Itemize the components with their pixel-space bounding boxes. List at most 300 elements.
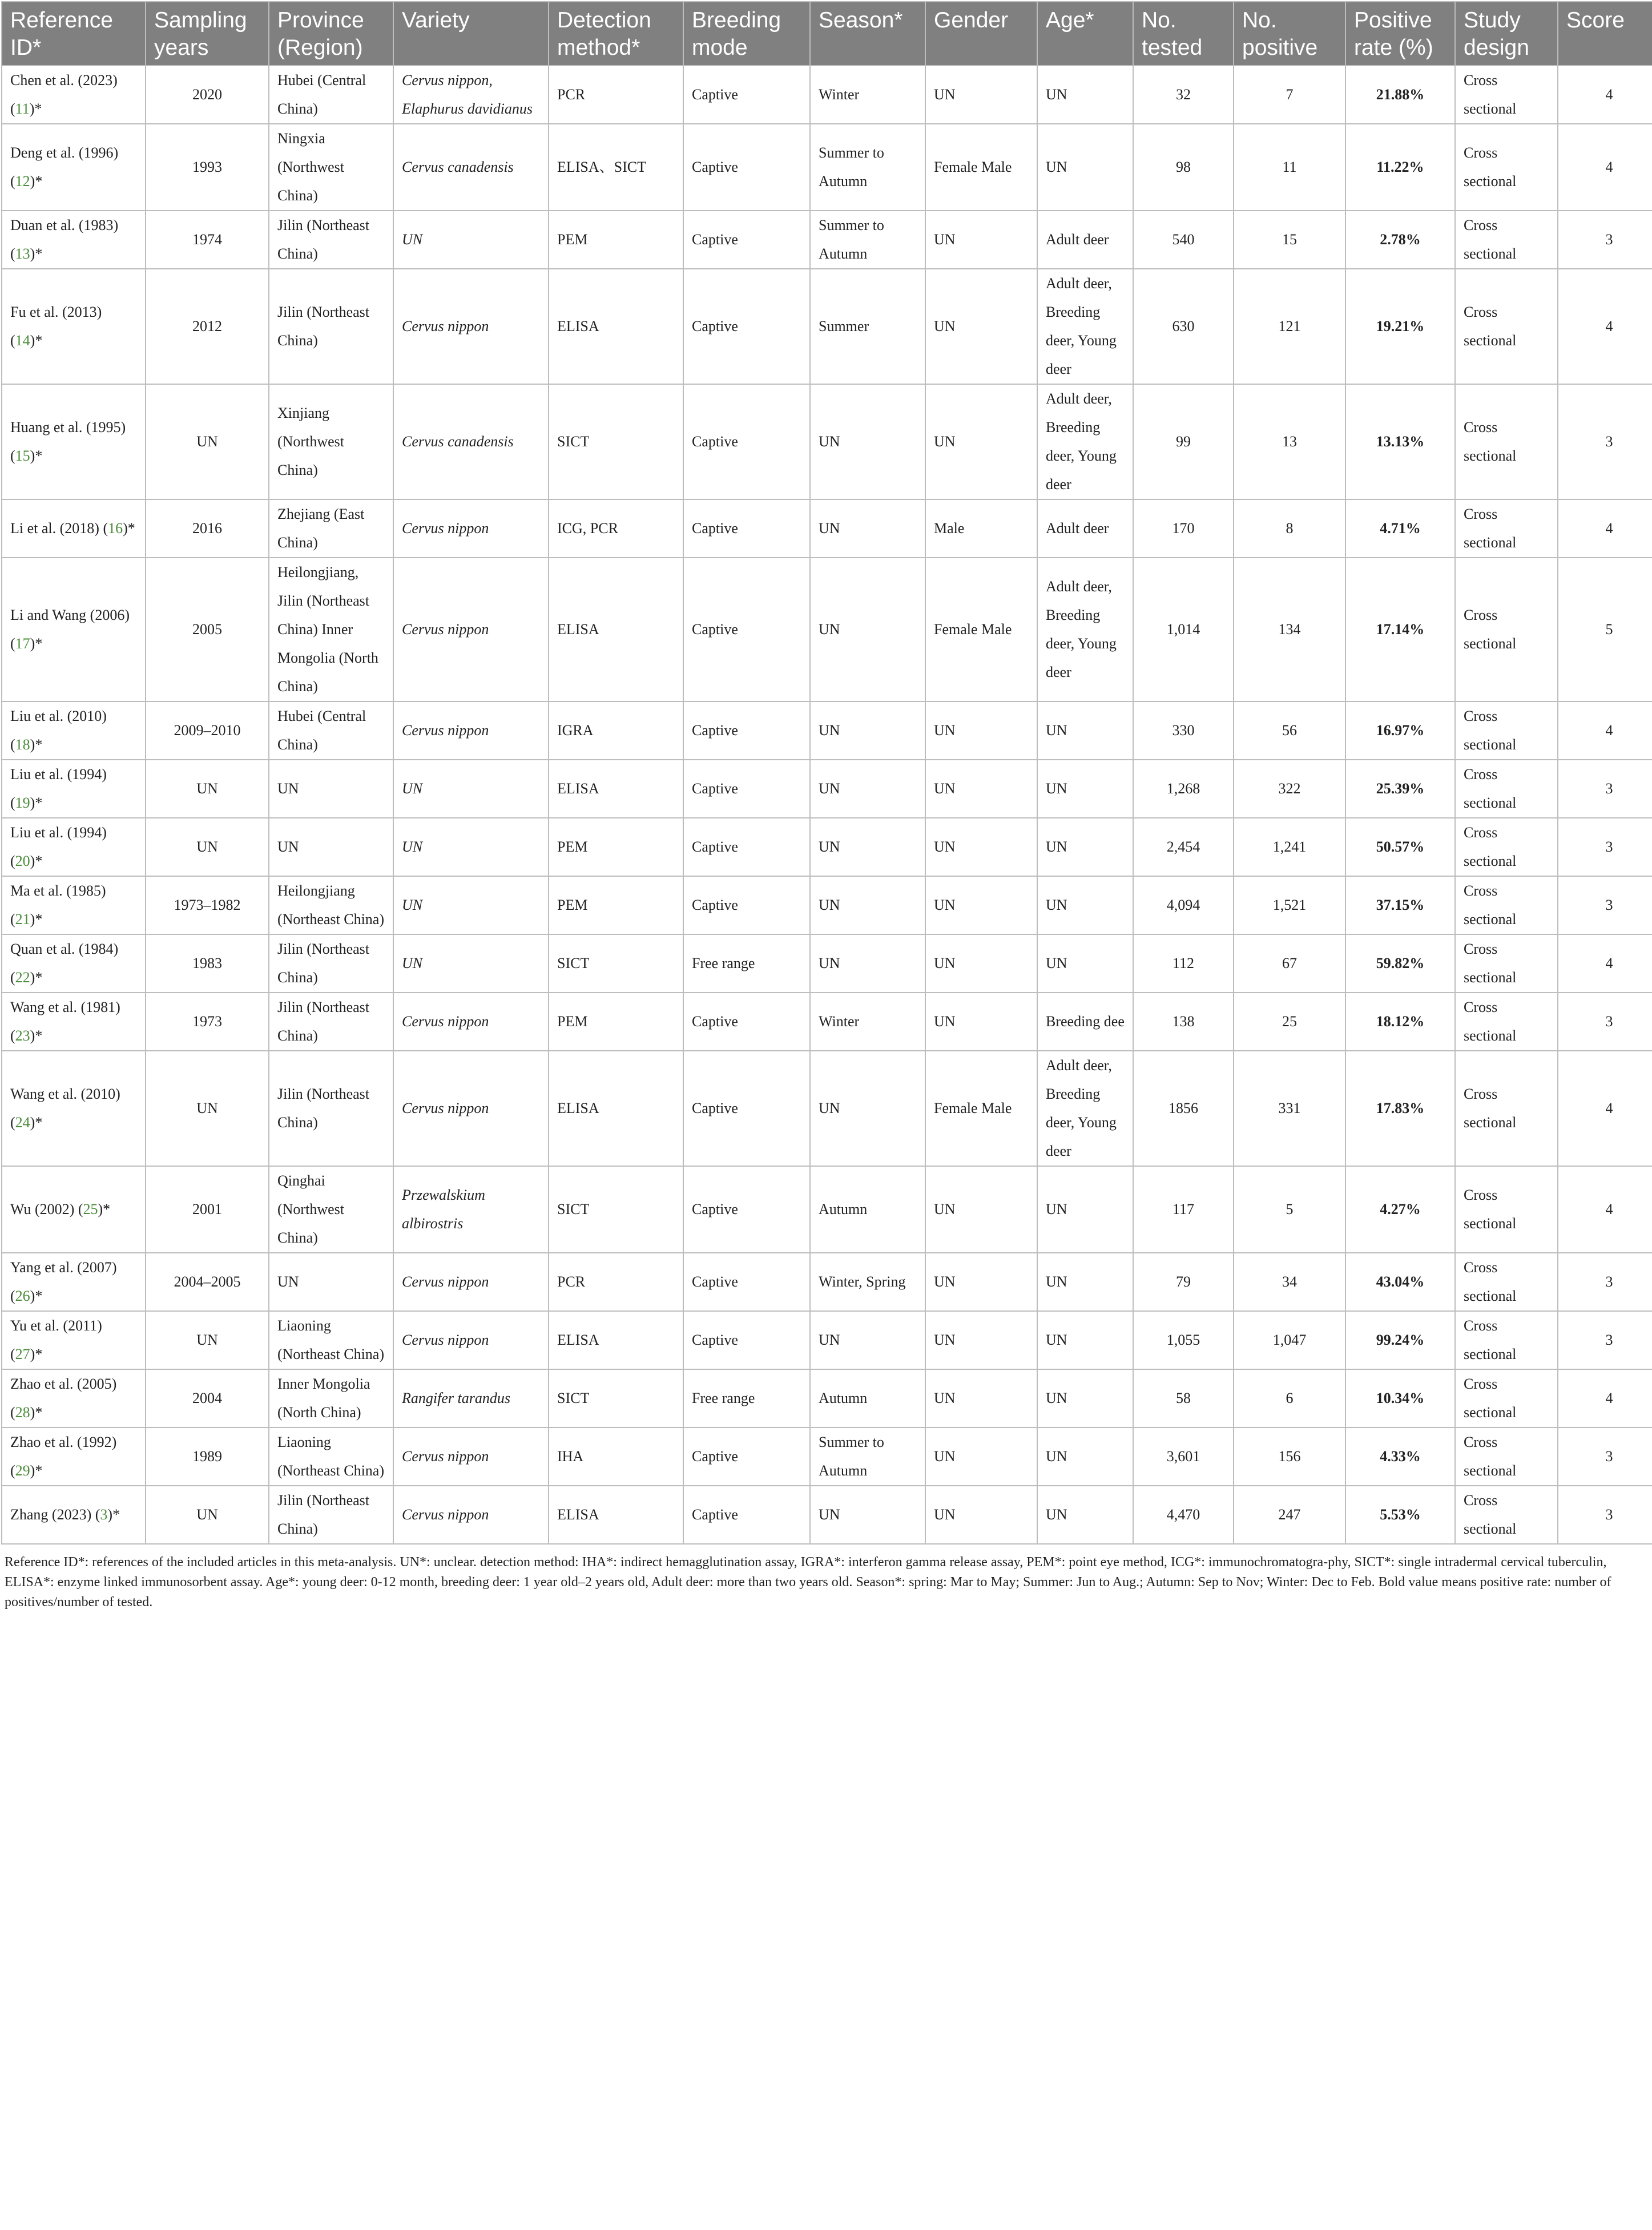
table-row [2,876,1652,934]
breeding-mode-cell: Free range [683,1369,810,1427]
sampling-years-cell: 1983 [146,934,269,993]
study-design-cell: Cross sectional [1455,1166,1558,1253]
breeding-mode-cell: Captive [683,269,810,384]
column-header-gender: Gender [925,2,1037,66]
column-header-breeding-mode: Breeding mode [683,2,810,66]
gender-cell: Male [925,499,1037,558]
no-positive-cell: 25 [1234,993,1345,1051]
no-positive-cell: 8 [1234,499,1345,558]
sampling-years-cell: 1973–1982 [146,876,269,934]
column-header-reference-id: Reference ID* [2,2,146,66]
variety-cell: UN [393,876,549,934]
sampling-years-cell: 2001 [146,1166,269,1253]
score-cell: 4 [1558,124,1652,211]
province-cell: UN [269,818,393,876]
age-cell: UN [1037,701,1133,760]
province-cell: Ningxia (Northwest China) [269,124,393,211]
column-header-positive-rate: Positive rate (%) [1345,2,1455,66]
season-cell: UN [810,1051,925,1166]
age-cell: Breeding dee [1037,993,1133,1051]
age-cell: UN [1037,760,1133,818]
gender-cell: UN [925,1486,1037,1544]
detection-method-cell: SICT [549,934,683,993]
sampling-years-cell: 1973 [146,993,269,1051]
table-row [2,558,1652,701]
province-cell: Jilin (Northeast China) [269,1051,393,1166]
detection-method-cell: SICT [549,1369,683,1427]
gender-cell: UN [925,760,1037,818]
breeding-mode-cell: Captive [683,66,810,124]
table-row [2,760,1652,818]
score-cell: 3 [1558,876,1652,934]
province-cell: Jilin (Northeast China) [269,211,393,269]
season-cell: Summer [810,269,925,384]
column-header-province-region: Province (Region) [269,2,393,66]
reference-link[interactable]: 21 [15,911,30,928]
season-cell: UN [810,818,925,876]
sampling-years-cell: 1993 [146,124,269,211]
breeding-mode-cell: Captive [683,1486,810,1544]
reference-id-cell: Li and Wang (2006) (17)* [2,558,146,701]
no-tested-cell: 540 [1133,211,1234,269]
study-design-cell: Cross sectional [1455,124,1558,211]
table-row [2,499,1652,558]
detection-method-cell: ELISA、SICT [549,124,683,211]
gender-cell: Female Male [925,124,1037,211]
breeding-mode-cell: Captive [683,1253,810,1311]
no-positive-cell: 121 [1234,269,1345,384]
variety-cell: Rangifer tarandus [393,1369,549,1427]
no-tested-cell: 1,055 [1133,1311,1234,1369]
column-header-study-design: Study design [1455,2,1558,66]
age-cell: Adult deer [1037,211,1133,269]
reference-id-cell: Li et al. (2018) (16)* [2,499,146,558]
no-tested-cell: 138 [1133,993,1234,1051]
score-cell: 4 [1558,1369,1652,1427]
breeding-mode-cell: Captive [683,1051,810,1166]
province-cell: Liaoning (Northeast China) [269,1427,393,1486]
variety-cell: Cervus canadensis [393,384,549,499]
reference-id-cell: Zhao et al. (1992) (29)* [2,1427,146,1486]
detection-method-cell: ELISA [549,1051,683,1166]
no-positive-cell: 247 [1234,1486,1345,1544]
column-header-detection-method: Detection method* [549,2,683,66]
no-positive-cell: 67 [1234,934,1345,993]
reference-link[interactable]: 13 [15,245,30,262]
table-row [2,1369,1652,1427]
detection-method-cell: ELISA [549,558,683,701]
sampling-years-cell: 2020 [146,66,269,124]
score-cell: 3 [1558,993,1652,1051]
reference-link[interactable]: 19 [15,795,30,811]
column-header-no-positive: No. positive [1234,2,1345,66]
province-cell: Heilongjiang (Northeast China) [269,876,393,934]
score-cell: 4 [1558,701,1652,760]
detection-method-cell: IGRA [549,701,683,760]
positive-rate-cell: 18.12% [1345,993,1455,1051]
reference-link[interactable]: 15 [15,447,30,464]
province-cell: Hubei (Central China) [269,701,393,760]
variety-cell: Przewalskium albirostris [393,1166,549,1253]
detection-method-cell: ELISA [549,1311,683,1369]
no-tested-cell: 1,014 [1133,558,1234,701]
no-tested-cell: 330 [1133,701,1234,760]
breeding-mode-cell: Free range [683,934,810,993]
score-cell: 4 [1558,1051,1652,1166]
detection-method-cell: PEM [549,876,683,934]
province-cell: Inner Mongolia (North China) [269,1369,393,1427]
positive-rate-cell: 4.71% [1345,499,1455,558]
season-cell: UN [810,701,925,760]
no-positive-cell: 11 [1234,124,1345,211]
province-cell: Heilongjiang, Jilin (Northeast China) Inner Mongolia (North China) [269,558,393,701]
variety-cell: Cervus nippon [393,1051,549,1166]
study-design-cell: Cross sectional [1455,1486,1558,1544]
study-design-cell: Cross sectional [1455,1051,1558,1166]
season-cell: UN [810,558,925,701]
variety-cell: Cervus nippon [393,1427,549,1486]
reference-link[interactable]: 27 [15,1346,30,1362]
positive-rate-cell: 11.22% [1345,124,1455,211]
no-positive-cell: 5 [1234,1166,1345,1253]
breeding-mode-cell: Captive [683,384,810,499]
sampling-years-cell: UN [146,1311,269,1369]
table-row [2,993,1652,1051]
season-cell: Autumn [810,1166,925,1253]
variety-cell: Cervus canadensis [393,124,549,211]
no-tested-cell: 1856 [1133,1051,1234,1166]
no-positive-cell: 56 [1234,701,1345,760]
score-cell: 5 [1558,558,1652,701]
reference-id-cell: Duan et al. (1983) (13)* [2,211,146,269]
reference-id-cell: Huang et al. (1995) (15)* [2,384,146,499]
reference-id-cell: Zhao et al. (2005) (28)* [2,1369,146,1427]
study-design-cell: Cross sectional [1455,211,1558,269]
province-cell: Liaoning (Northeast China) [269,1311,393,1369]
province-cell: Xinjiang (Northwest China) [269,384,393,499]
reference-id-cell: Deng et al. (1996) (12)* [2,124,146,211]
table-row [2,1253,1652,1311]
breeding-mode-cell: Captive [683,1166,810,1253]
reference-link[interactable]: 24 [15,1114,30,1131]
no-positive-cell: 331 [1234,1051,1345,1166]
no-positive-cell: 156 [1234,1427,1345,1486]
reference-id-cell: Wang et al. (2010) (24)* [2,1051,146,1166]
no-tested-cell: 98 [1133,124,1234,211]
sampling-years-cell: UN [146,1051,269,1166]
positive-rate-cell: 16.97% [1345,701,1455,760]
no-positive-cell: 34 [1234,1253,1345,1311]
score-cell: 3 [1558,1253,1652,1311]
variety-cell: UN [393,934,549,993]
positive-rate-cell: 17.14% [1345,558,1455,701]
season-cell: Winter [810,66,925,124]
score-cell: 3 [1558,1311,1652,1369]
sampling-years-cell: UN [146,760,269,818]
gender-cell: UN [925,934,1037,993]
study-design-cell: Cross sectional [1455,1311,1558,1369]
variety-cell: UN [393,818,549,876]
no-positive-cell: 1,521 [1234,876,1345,934]
column-header-no-tested: No. tested [1133,2,1234,66]
table-row [2,269,1652,384]
reference-link[interactable]: 20 [15,853,30,869]
study-design-cell: Cross sectional [1455,66,1558,124]
reference-link[interactable]: 26 [15,1288,30,1304]
score-cell: 4 [1558,1166,1652,1253]
column-header-sampling-years: Sampling years [146,2,269,66]
study-design-cell: Cross sectional [1455,1253,1558,1311]
age-cell: UN [1037,66,1133,124]
reference-id-cell: Wu (2002) (25)* [2,1166,146,1253]
season-cell: UN [810,1311,925,1369]
age-cell: UN [1037,876,1133,934]
header-row [2,2,1652,66]
age-cell: Adult deer, Breeding deer, Young deer [1037,558,1133,701]
table-row [2,211,1652,269]
no-tested-cell: 112 [1133,934,1234,993]
positive-rate-cell: 4.27% [1345,1166,1455,1253]
breeding-mode-cell: Captive [683,499,810,558]
table-body [2,66,1652,1544]
positive-rate-cell: 50.57% [1345,818,1455,876]
gender-cell: Female Male [925,558,1037,701]
reference-id-cell: Fu et al. (2013) (14)* [2,269,146,384]
reference-link[interactable]: 29 [15,1462,30,1479]
no-tested-cell: 4,470 [1133,1486,1234,1544]
breeding-mode-cell: Captive [683,818,810,876]
no-tested-cell: 170 [1133,499,1234,558]
province-cell: Jilin (Northeast China) [269,934,393,993]
reference-id-cell: Chen et al. (2023) (11)* [2,66,146,124]
variety-cell: Cervus nippon [393,499,549,558]
season-cell: UN [810,499,925,558]
season-cell: Winter, Spring [810,1253,925,1311]
study-design-cell: Cross sectional [1455,269,1558,384]
province-cell: Hubei (Central China) [269,66,393,124]
detection-method-cell: SICT [549,384,683,499]
table-row [2,818,1652,876]
no-positive-cell: 15 [1234,211,1345,269]
study-design-cell: Cross sectional [1455,701,1558,760]
no-positive-cell: 7 [1234,66,1345,124]
no-tested-cell: 4,094 [1133,876,1234,934]
score-cell: 4 [1558,934,1652,993]
province-cell: UN [269,760,393,818]
gender-cell: UN [925,993,1037,1051]
age-cell: UN [1037,1311,1133,1369]
variety-cell: UN [393,211,549,269]
positive-rate-cell: 21.88% [1345,66,1455,124]
reference-link[interactable]: 14 [15,332,30,349]
no-tested-cell: 79 [1133,1253,1234,1311]
province-cell: Jilin (Northeast China) [269,993,393,1051]
breeding-mode-cell: Captive [683,124,810,211]
detection-method-cell: ELISA [549,269,683,384]
season-cell: UN [810,934,925,993]
study-design-cell: Cross sectional [1455,934,1558,993]
score-cell: 3 [1558,760,1652,818]
sampling-years-cell: 2005 [146,558,269,701]
age-cell: UN [1037,1427,1133,1486]
study-design-cell: Cross sectional [1455,760,1558,818]
table-row [2,384,1652,499]
positive-rate-cell: 19.21% [1345,269,1455,384]
reference-id-cell: Ma et al. (1985) (21)* [2,876,146,934]
age-cell: UN [1037,124,1133,211]
variety-cell: UN [393,760,549,818]
gender-cell: UN [925,818,1037,876]
no-positive-cell: 1,047 [1234,1311,1345,1369]
study-design-cell: Cross sectional [1455,1427,1558,1486]
detection-method-cell: ELISA [549,1486,683,1544]
gender-cell: UN [925,384,1037,499]
gender-cell: UN [925,66,1037,124]
reference-link[interactable]: 16 [108,520,123,537]
breeding-mode-cell: Captive [683,211,810,269]
age-cell: Adult deer, Breeding deer, Young deer [1037,1051,1133,1166]
season-cell: UN [810,384,925,499]
gender-cell: UN [925,876,1037,934]
positive-rate-cell: 4.33% [1345,1427,1455,1486]
score-cell: 4 [1558,499,1652,558]
reference-link[interactable]: 23 [15,1027,30,1044]
variety-cell: Cervus nippon, Elaphurus davidianus [393,66,549,124]
no-tested-cell: 2,454 [1133,818,1234,876]
no-tested-cell: 630 [1133,269,1234,384]
sampling-years-cell: 2012 [146,269,269,384]
reference-id-cell: Yu et al. (2011) (27)* [2,1311,146,1369]
age-cell: Adult deer [1037,499,1133,558]
detection-method-cell: ICG, PCR [549,499,683,558]
positive-rate-cell: 99.24% [1345,1311,1455,1369]
column-header-score: Score [1558,2,1652,66]
table-footnote: Reference ID*: references of the included articles in this meta-analysis. UN*: unclear. detection method: IHA*: indirect hemagglutination assay, IGRA*: interferon gamma release assay, PEM*: point eye method, ICG*: immunochromatogra-phy, SICT*: single intradermal cervical tuberculin, ELISA*: enzyme linked immunosorbent assay. Age*: young deer: 0-12 month, breeding deer: 1 year old–2 years old, Adult deer: more than two years old. Season*: spring: Mar to May; Summer: Jun to Aug.; Autumn: Sep to Nov; Winter: Dec to Feb. Bold value means positive rate: number of positives/number of tested. [5,1555,1611,1610]
breeding-mode-cell: Captive [683,558,810,701]
gender-cell: UN [925,1166,1037,1253]
reference-link[interactable]: 12 [15,173,30,189]
no-tested-cell: 99 [1133,384,1234,499]
breeding-mode-cell: Captive [683,1311,810,1369]
no-tested-cell: 3,601 [1133,1427,1234,1486]
sampling-years-cell: UN [146,384,269,499]
season-cell: UN [810,1486,925,1544]
season-cell: Winter [810,993,925,1051]
column-header-age: Age* [1037,2,1133,66]
table-row [2,66,1652,124]
reference-id-cell: Zhang (2023) (3)* [2,1486,146,1544]
sampling-years-cell: 1989 [146,1427,269,1486]
table-row [2,124,1652,211]
province-cell: Jilin (Northeast China) [269,1486,393,1544]
variety-cell: Cervus nippon [393,1253,549,1311]
province-cell: UN [269,1253,393,1311]
no-positive-cell: 1,241 [1234,818,1345,876]
season-cell: Summer to Autumn [810,211,925,269]
variety-cell: Cervus nippon [393,269,549,384]
positive-rate-cell: 25.39% [1345,760,1455,818]
variety-cell: Cervus nippon [393,1486,549,1544]
variety-cell: Cervus nippon [393,1311,549,1369]
detection-method-cell: PEM [549,993,683,1051]
province-cell: Zhejiang (East China) [269,499,393,558]
province-cell: Qinghai (Northwest China) [269,1166,393,1253]
study-design-cell: Cross sectional [1455,558,1558,701]
table-row [2,1051,1652,1166]
positive-rate-cell: 59.82% [1345,934,1455,993]
gender-cell: UN [925,1311,1037,1369]
sampling-years-cell: 2004–2005 [146,1253,269,1311]
reference-link[interactable]: 3 [100,1506,108,1523]
table-row [2,1166,1652,1253]
province-cell: Jilin (Northeast China) [269,269,393,384]
positive-rate-cell: 5.53% [1345,1486,1455,1544]
no-positive-cell: 6 [1234,1369,1345,1427]
season-cell: UN [810,760,925,818]
age-cell: UN [1037,1369,1133,1427]
reference-link[interactable]: 28 [15,1404,30,1421]
breeding-mode-cell: Captive [683,1427,810,1486]
sampling-years-cell: 2016 [146,499,269,558]
gender-cell: UN [925,1369,1037,1427]
sampling-years-cell: 2004 [146,1369,269,1427]
breeding-mode-cell: Captive [683,876,810,934]
table-row [2,934,1652,993]
no-positive-cell: 134 [1234,558,1345,701]
table-row [2,1486,1652,1544]
reference-link[interactable]: 17 [15,635,30,652]
score-cell: 4 [1558,269,1652,384]
study-design-cell: Cross sectional [1455,993,1558,1051]
score-cell: 3 [1558,1427,1652,1486]
age-cell: UN [1037,818,1133,876]
positive-rate-cell: 17.83% [1345,1051,1455,1166]
age-cell: UN [1037,1486,1133,1544]
positive-rate-cell: 13.13% [1345,384,1455,499]
table-row [2,1427,1652,1486]
reference-id-cell: Liu et al. (2010) (18)* [2,701,146,760]
score-cell: 3 [1558,211,1652,269]
reference-id-cell: Liu et al. (1994) (20)* [2,818,146,876]
study-table [1,1,1652,1545]
no-tested-cell: 58 [1133,1369,1234,1427]
study-design-cell: Cross sectional [1455,818,1558,876]
breeding-mode-cell: Captive [683,760,810,818]
sampling-years-cell: UN [146,1486,269,1544]
variety-cell: Cervus nippon [393,558,549,701]
positive-rate-cell: 10.34% [1345,1369,1455,1427]
age-cell: UN [1037,1253,1133,1311]
reference-link[interactable]: 11 [15,100,30,117]
detection-method-cell: PEM [549,211,683,269]
detection-method-cell: PCR [549,66,683,124]
age-cell: Adult deer, Breeding deer, Young deer [1037,269,1133,384]
age-cell: Adult deer, Breeding deer, Young deer [1037,384,1133,499]
table-row [2,1311,1652,1369]
no-tested-cell: 1,268 [1133,760,1234,818]
reference-link[interactable]: 22 [15,969,30,986]
score-cell: 3 [1558,1486,1652,1544]
variety-cell: Cervus nippon [393,993,549,1051]
gender-cell: UN [925,701,1037,760]
positive-rate-cell: 37.15% [1345,876,1455,934]
reference-link[interactable]: 25 [83,1201,98,1217]
study-design-cell: Cross sectional [1455,499,1558,558]
season-cell: Autumn [810,1369,925,1427]
breeding-mode-cell: Captive [683,701,810,760]
reference-link[interactable]: 18 [15,736,30,753]
gender-cell: UN [925,211,1037,269]
